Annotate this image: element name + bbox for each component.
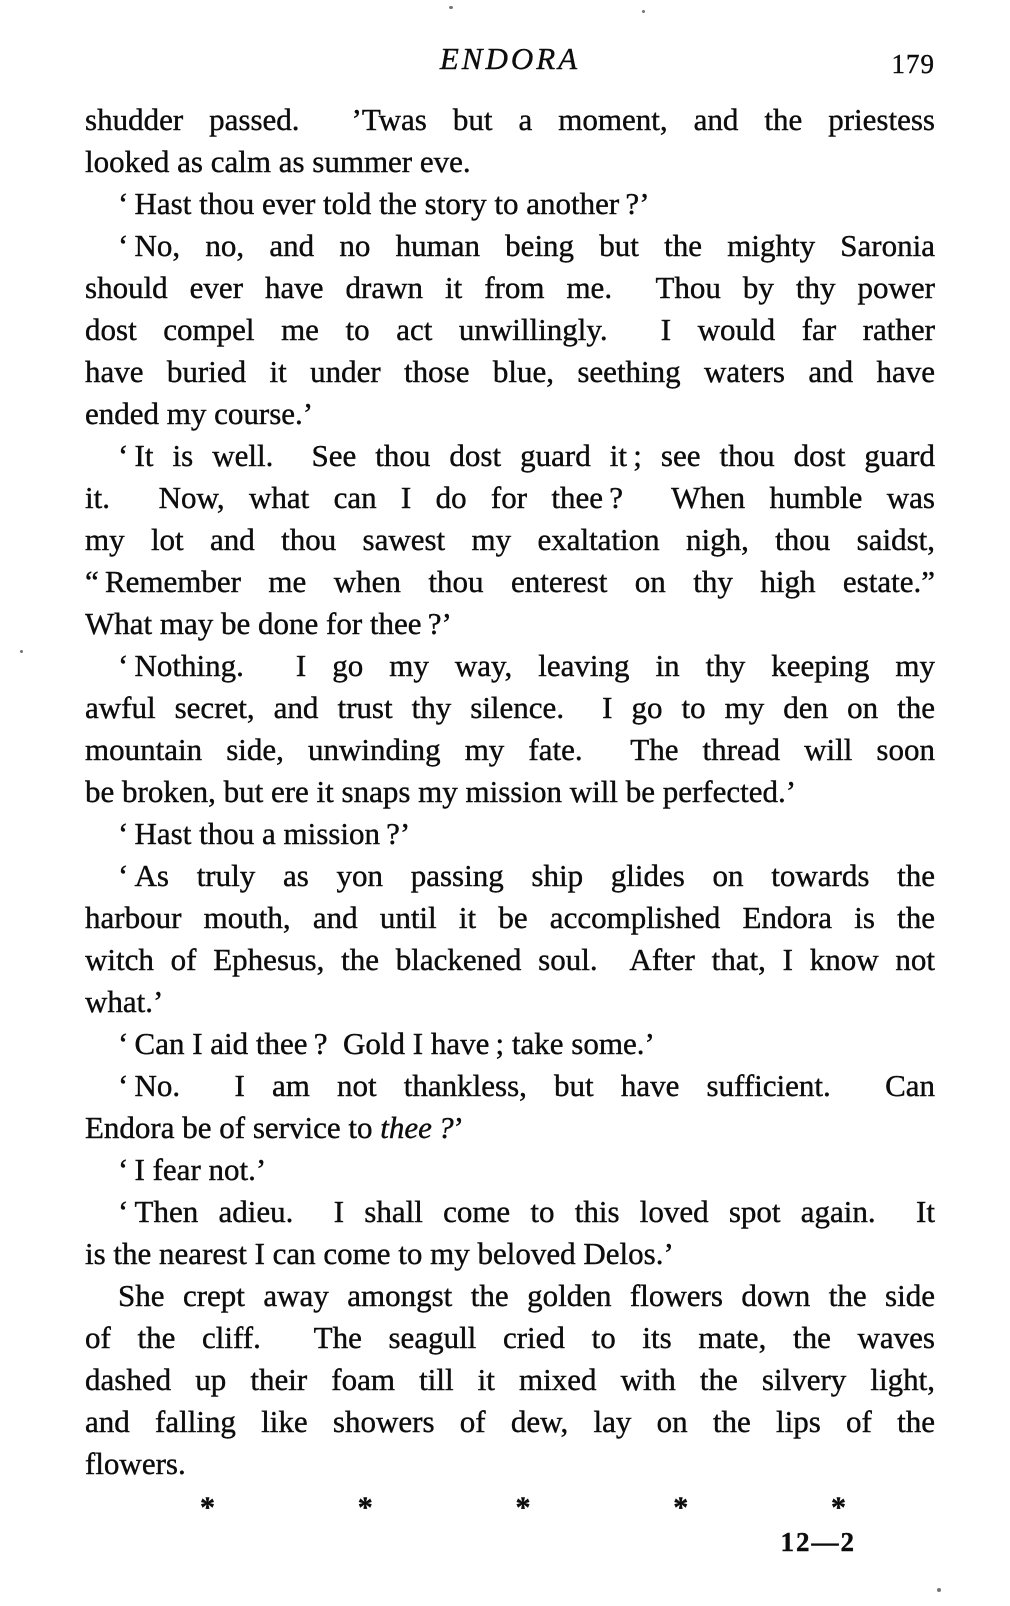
text-line: flowers. (85, 1446, 186, 1481)
text-line: ended my course.’ (85, 396, 314, 431)
section-break-asterisks (200, 1488, 846, 1528)
text-line: “ Remember me when thou enterest on thy high estate.” (85, 564, 935, 599)
text-body (85, 99, 935, 1485)
text-line: ‘ No, no, and no human being but the mighty Saronia (118, 228, 935, 263)
paragraph (85, 1065, 935, 1149)
text-line: be broken, but ere it snaps my mission will be perfected.’ (85, 774, 797, 809)
text-line: harbour mouth, and until it be accomplished Endora is the (85, 900, 935, 935)
text-line: mountain side, unwinding my fate. The thread will soon (85, 732, 935, 767)
text-line: awful secret, and trust thy silence. I go to my den on the (85, 690, 935, 725)
text-line: ‘ Hast thou a mission ?’ (118, 816, 411, 851)
emphasized-text: thee ? (380, 1110, 454, 1145)
text-line: should ever have drawn it from me. Thou by thy power (85, 270, 935, 305)
paragraph (85, 1275, 935, 1485)
scan-artifact (20, 650, 23, 653)
scan-artifact (937, 1588, 941, 1592)
asterisk-glyph: * (200, 1491, 215, 1524)
text-line: She crept away amongst the golden flowers down the side (118, 1278, 935, 1313)
scan-artifact (642, 10, 645, 13)
text-line: it. Now, what can I do for thee ? When humble was (85, 480, 935, 515)
paragraph (85, 99, 935, 183)
text-line: is the nearest I can come to my beloved Delos.’ (85, 1236, 674, 1271)
asterisk-glyph: * (831, 1491, 846, 1524)
text-line: ‘ I fear not.’ (118, 1152, 267, 1187)
paragraph (85, 645, 935, 813)
asterisk-glyph: * (515, 1491, 531, 1524)
paragraph (85, 1191, 935, 1275)
text-line: ‘ Then adieu. I shall come to this loved spot again. It (118, 1194, 935, 1229)
text-line: my lot and thou sawest my exaltation nigh, thou saidst, (85, 522, 935, 557)
text-line: ‘ Hast thou ever told the story to another ?’ (118, 186, 650, 221)
running-header (85, 42, 935, 84)
text-line: ‘ It is well. See thou dost guard it ; see thou dost guard (118, 438, 935, 473)
paragraph (85, 855, 935, 1023)
text-line: ‘ Nothing. I go my way, leaving in thy keeping my (118, 648, 935, 683)
text-line: ‘ Can I aid thee ? Gold I have ; take some.’ (118, 1026, 655, 1061)
scan-artifact (449, 6, 453, 9)
text-line: dost compel me to act unwillingly. I would far rather (85, 312, 935, 347)
text-line: ‘ No. I am not thankless, but have sufficient. Can (118, 1068, 935, 1103)
paragraph (85, 1023, 935, 1065)
asterisk-glyph: * (673, 1491, 689, 1524)
asterisk-glyph: * (357, 1491, 373, 1524)
text-line: shudder passed. ’Twas but a moment, and the priestess (85, 102, 935, 137)
paragraph (85, 1149, 935, 1191)
text-line: ‘ As truly as yon passing ship glides on towards the (118, 858, 935, 893)
text-line: Endora be of service to thee ?’ (85, 1110, 464, 1145)
text-line: of the cliff. The seagull cried to its mate, the waves (85, 1320, 935, 1355)
paragraph (85, 183, 935, 225)
paragraph (85, 813, 935, 855)
text-line: looked as calm as summer eve. (85, 144, 471, 179)
text-line: and falling like showers of dew, lay on the lips of the (85, 1404, 935, 1439)
page-number: 179 (891, 49, 935, 79)
page-title: ENDORA (439, 41, 581, 76)
text-line: What may be done for thee ?’ (85, 606, 452, 641)
text-line: dashed up their foam till it mixed with the silvery light, (85, 1362, 935, 1397)
text-line: have buried it under those blue, seething waters and have (85, 354, 935, 389)
signature-row (85, 1526, 856, 1558)
text-line: what.’ (85, 984, 164, 1019)
signature-mark: 12—2 (780, 1527, 856, 1557)
paragraph (85, 225, 935, 435)
paragraph (85, 435, 935, 645)
text-line: witch of Ephesus, the blackened soul. After that, I know not (85, 942, 935, 977)
